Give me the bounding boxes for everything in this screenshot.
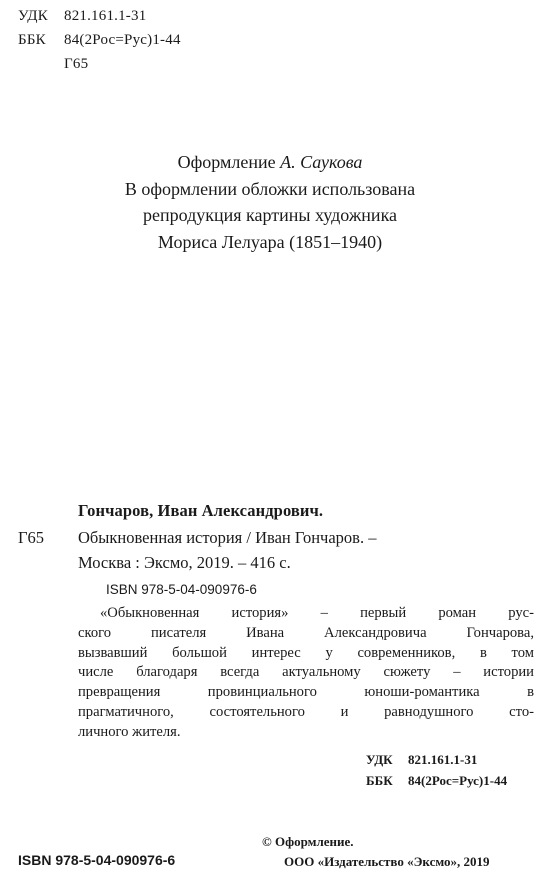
annotation-line: прагматичного, состоятельного и равнодушного сто- xyxy=(78,703,534,720)
annotation-line: числе благодаря всегда актуальному сюжету – истории xyxy=(78,664,534,681)
cover-credit-line-1: В оформлении обложки использована xyxy=(124,179,416,199)
copyright-publisher: ООО «Издательство «Эксмо», 2019 xyxy=(284,854,490,869)
title-line: Обыкновенная история / Иван Гончаров. – xyxy=(78,528,377,547)
top-udk-key: УДК xyxy=(18,8,48,24)
annotation-line: ского писателя Ивана Александровича Гончарова, xyxy=(78,624,534,641)
cover-credit-line-2: репродукция картины художника xyxy=(142,205,398,225)
annotation-line: превращения провинциального юноши-романтика в xyxy=(78,684,534,701)
top-bbk-line xyxy=(18,31,181,50)
isbn-record: ISBN 978-5-04-090976-6 xyxy=(106,582,257,597)
top-udk-line xyxy=(18,7,146,26)
design-credit-prefix: Оформление xyxy=(177,152,281,172)
isbn-footer: ISBN 978-5-04-090976-6 xyxy=(18,852,176,868)
top-author-mark: Г65 xyxy=(64,56,89,72)
bottom-bbk-line xyxy=(366,771,507,791)
annotation-line: вызвавший большой интерес у современников, в том xyxy=(78,644,534,661)
top-bbk-value: 84(2Рос=Рус)1-44 xyxy=(64,32,181,48)
design-credit-name: А. Саукова xyxy=(280,152,363,172)
top-udk-value: 821.161.1-31 xyxy=(64,8,147,24)
bottom-udk-key: УДК xyxy=(366,752,393,767)
bottom-bbk-value: 84(2Рос=Рус)1-44 xyxy=(408,773,508,788)
cover-credit-line-3: Мориса Лелуара (1851–1940) xyxy=(157,232,383,252)
author-mark: Г65 xyxy=(18,528,45,547)
bottom-bbk-key: ББК xyxy=(366,773,393,788)
bottom-udk-line xyxy=(366,750,477,770)
top-bbk-key: ББК xyxy=(18,32,46,48)
annotation xyxy=(78,604,534,743)
author-heading: Гончаров, Иван Александрович. xyxy=(78,501,324,520)
annotation-line: личного жителя. xyxy=(78,723,181,740)
annotation-line: «Обыкновенная история» – первый роман рус- xyxy=(100,605,534,621)
bottom-udk-value: 821.161.1-31 xyxy=(408,752,478,767)
copyright-design: © Оформление. xyxy=(262,834,354,849)
design-credit xyxy=(0,150,540,175)
imprint-line: Москва : Эксмо, 2019. – 416 с. xyxy=(78,553,291,572)
